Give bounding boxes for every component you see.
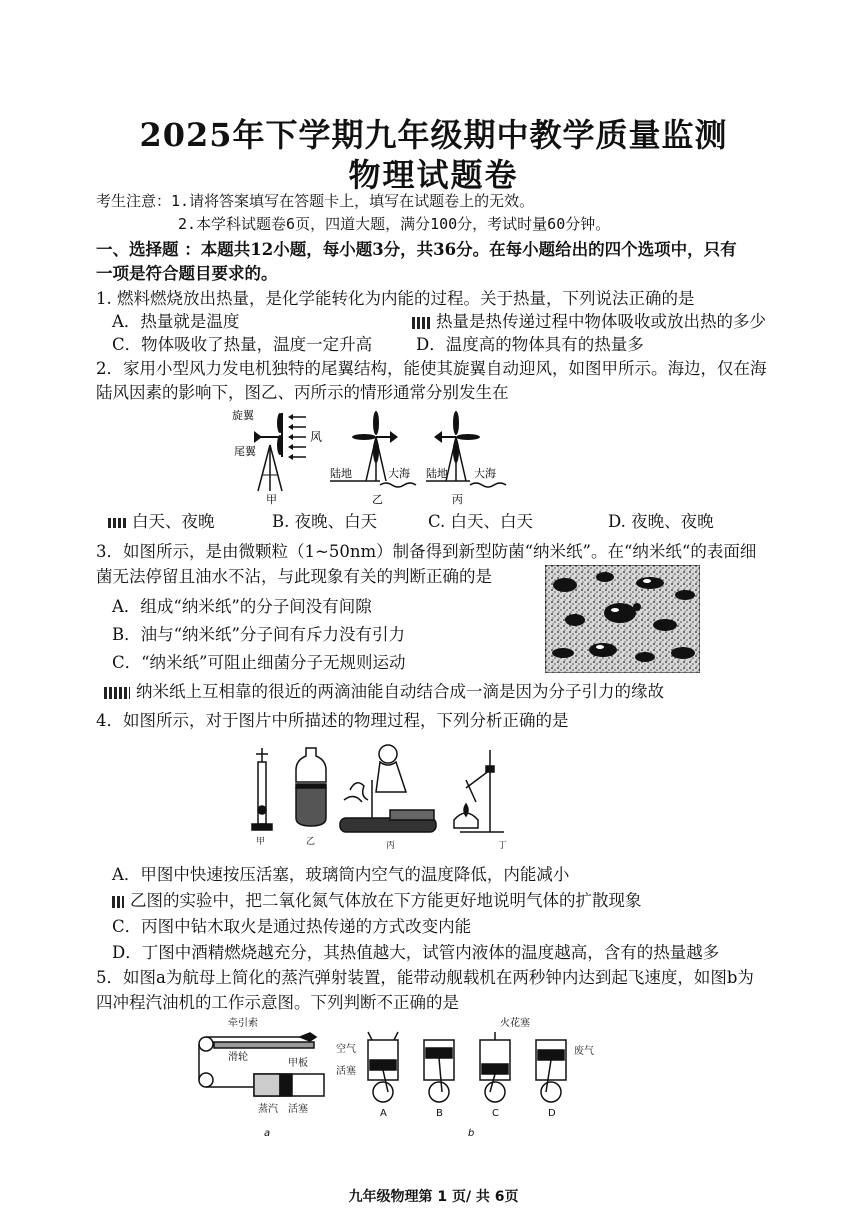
label-huosai: 活塞 (288, 1104, 308, 1115)
label-A: A (380, 1108, 387, 1119)
q2-stem-1: 2．家用小型风力发电机独特的尾翼结构，能使其旋翼自动迎风，如图甲所示。海边，仅在海 (96, 359, 767, 378)
fig-alcohol-lamp (454, 750, 507, 851)
q3-option-d: 纳米纸上互相靠的很近的两滴油能自动结合成一滴是因为分子引力的缘故 (104, 681, 664, 703)
page-footer: 九年级物理第 1 页/ 共 6页 (348, 1189, 519, 1205)
handwritten-mark-icon (112, 896, 124, 908)
label-feiqi: 废气 (574, 1046, 594, 1057)
q5-stem-1: 5．如图a为航母上简化的蒸汽弹射装置，能带动舰载机在两秒钟内达到起飞速度，如图b为 (96, 968, 754, 987)
q1-option-b: 热量是热传递过程中物体吸收或放出热的多少 (412, 311, 766, 333)
label-huosai-2: 活塞 (336, 1066, 356, 1077)
label-a: a (264, 1128, 271, 1139)
q4-option-a: A．甲图中快速按压活塞，玻璃筒内空气的温度降低，内能减小 (112, 865, 570, 884)
label-b: b (468, 1128, 475, 1139)
q1-option-d: D．温度高的物体具有的热量多 (416, 335, 644, 354)
label-huohuasai: 火花塞 (500, 1018, 530, 1029)
q3-option-c: C．“纳米纸”可阻止细菌分子无规则运动 (112, 653, 406, 672)
label-ludi-2: 陆地 (426, 467, 448, 480)
q1-stem: 1. 燃料燃烧放出热量，是化学能转化为内能的过程。关于热量，下列说法正确的是 (96, 289, 695, 308)
handwritten-mark-icon (104, 687, 130, 699)
stroke-D (536, 1040, 566, 1119)
section-1-heading-cont: 一项是符合题目要求的。 (96, 264, 278, 283)
q4-stem: 4．如图所示，对于图片中所描述的物理过程，下列分析正确的是 (96, 711, 569, 730)
label-jia: 甲 (266, 493, 277, 505)
label-jiaban: 甲板 (288, 1058, 308, 1069)
label-yi: 乙 (306, 837, 316, 847)
label-hualun: 滑轮 (228, 1052, 248, 1063)
label-feng: 风 (310, 430, 323, 444)
q1-option-a: A．热量就是温度 (112, 312, 240, 331)
label-xuanyi: 旋翼 (232, 409, 254, 422)
exam-title: 2025年下学期九年级期中教学质量监测 (139, 116, 728, 154)
q2-option-b: B. 夜晚、白天 (272, 512, 378, 531)
label-C: C (492, 1108, 499, 1119)
stroke-A (368, 1032, 398, 1119)
label-bing: 丙 (386, 841, 396, 851)
label-qianyinsuo: 牵引索 (228, 1018, 258, 1029)
label-dahai-2: 大海 (474, 467, 496, 480)
q4-experiment-figure (240, 740, 530, 852)
label-weiyi: 尾翼 (234, 445, 256, 458)
label-D: D (548, 1108, 556, 1119)
label-dahai-1: 大海 (388, 467, 410, 480)
q4-option-c: C．丙图中钻木取火是通过热传递的方式改变内能 (112, 917, 472, 936)
q3-option-b: B．油与“纳米纸”分子间有斥力没有引力 (112, 625, 405, 644)
turbine-bing (426, 411, 506, 505)
q1-option-c: C．物体吸收了热量，温度一定升高 (112, 335, 373, 354)
fig-four-stroke-engine (336, 1016, 594, 1139)
label-bing: 丙 (452, 493, 463, 505)
q5-stem-2: 四冲程汽油机的工作示意图。下列判断不正确的是 (96, 993, 459, 1012)
q2-option-d: D. 夜晚、夜晚 (608, 512, 714, 531)
q2-wind-turbine-figure (230, 405, 530, 505)
label-zhengqi: 蒸汽 (258, 1104, 278, 1115)
exam-subtitle: 物理试题卷 (348, 156, 519, 194)
notice-line-1: 考生注意：1.请将答案填写在答题卡上，填写在试题卷上的无效。 (96, 192, 535, 210)
handwritten-mark-icon (412, 317, 432, 329)
fig-compression-tube (252, 748, 272, 847)
label-ludi-1: 陆地 (330, 467, 352, 480)
label-yi: 乙 (372, 493, 383, 505)
q2-option-c: C. 白天、白天 (428, 512, 534, 531)
stroke-C (480, 1032, 510, 1119)
label-B: B (436, 1108, 443, 1119)
q4-option-d: D．丁图中酒精燃烧越充分，其热值越大，试管内液体的温度越高，含有的热量越多 (112, 943, 720, 962)
handwritten-mark-icon (108, 518, 126, 528)
q2-option-a: 白天、夜晚 (108, 511, 215, 533)
label-kongqi: 空气 (336, 1044, 356, 1055)
q3-stem-2: 菌无法停留且油水不沾，与此现象有关的判断正确的是 (96, 567, 492, 586)
section-1-heading: 一、选择题 ：本题共12小题，每小题3分，共36分。在每小题给出的四个选项中，只有 (96, 240, 737, 259)
q3-option-a: A．组成“纳米纸”的分子间没有间隙 (112, 597, 372, 616)
notice-line-2: 2.本学科试题卷6页，四道大题，满分100分，考试时量60分钟。 (178, 215, 611, 233)
label-ding: 丁 (498, 841, 508, 851)
turbine-jia (232, 408, 322, 505)
label-jia: 甲 (256, 837, 266, 847)
nano-paper-photo (545, 565, 700, 673)
stroke-B (424, 1040, 454, 1119)
fig-diffusion-bottles (296, 748, 326, 847)
fig-steam-catapult (199, 1016, 324, 1139)
q4-option-b: 乙图的实验中，把二氧化氮气体放在下方能更好地说明气体的扩散现象 (112, 890, 642, 912)
turbine-yi (330, 411, 416, 505)
q2-stem-2: 陆风因素的影响下，图乙、丙所示的情形通常分别发生在 (96, 383, 509, 402)
fig-drilling-wood (340, 745, 436, 851)
q5-steam-catapult-and-engine-figure (190, 1010, 610, 1140)
q3-stem-1: 3．如图所示，是由微颗粒（1~50nm）制备得到新型防菌“纳米纸”。在“纳米纸“的表面细 (96, 542, 757, 561)
